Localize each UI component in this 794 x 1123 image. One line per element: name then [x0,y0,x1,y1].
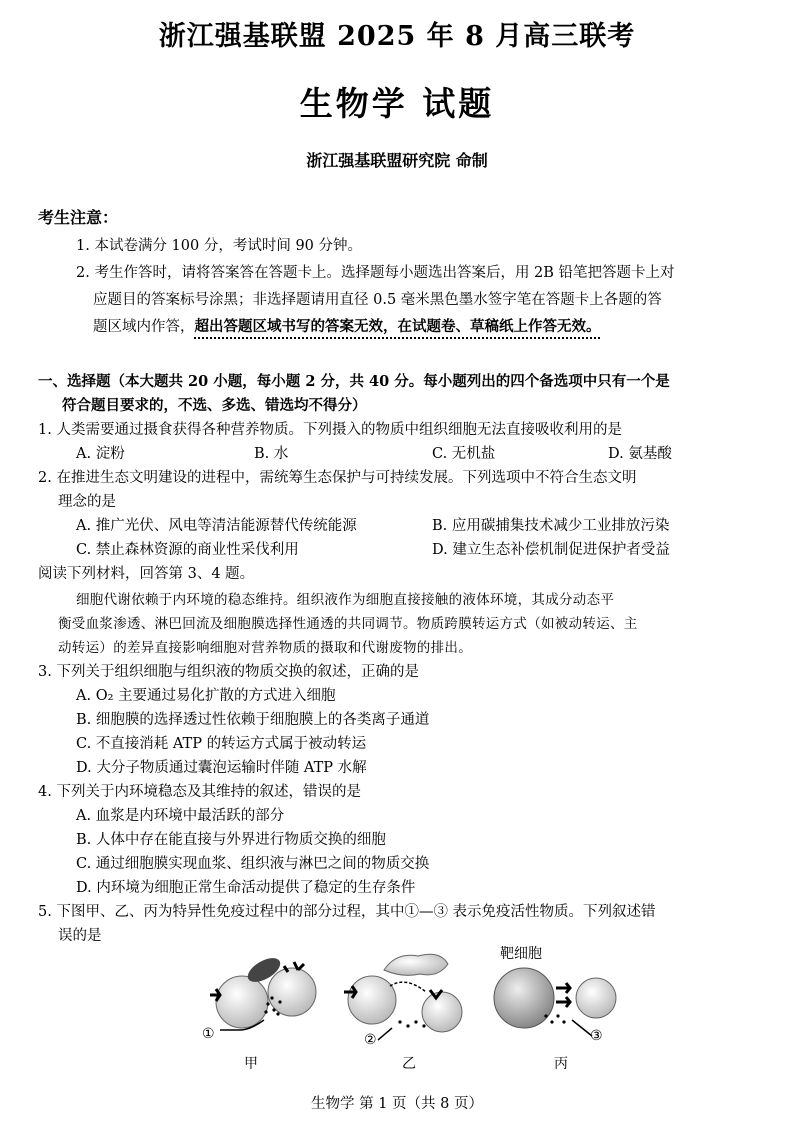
page-footer: 生物学 第 1 页（共 8 页） [311,1096,483,1112]
q5-stem-line2: 误的是 [58,928,102,944]
caption-jia: 甲 [244,1056,258,1072]
q1-option-d: D. 氨基酸 [608,446,672,462]
q2-option-d: D. 建立生态补偿机制促进保护者受益 [432,542,670,558]
panel-jia [202,953,316,1072]
panel-yi [344,954,462,1072]
q5-stem-line1: 5. 下图甲、乙、丙为特异性免疫过程中的部分过程，其中①—③ 表示免疫活性物质。下列叙述错 [38,904,656,920]
notice-item-2-line1: 2. 考生作答时，请将答案答在答题卡上。选择题每小题选出答案后，用 2B 铅笔把答题卡上对 [76,265,675,281]
pointer-line [378,1028,392,1040]
q3-option-a: A. O₂ 主要通过易化扩散的方式进入细胞 [76,688,336,704]
section1-heading-b: 每小题列出的四个备选项中只有一个是 [423,374,670,390]
cytokine-dots [398,1020,425,1027]
q4-option-b: B. 人体中存在能直接与外界进行物质交换的细胞 [76,832,386,848]
q4-option-d: D. 内环境为细胞正常生命活动提供了稳定的生存条件 [76,880,416,896]
q2-option-a: A. 推广光伏、风电等清洁能源替代传统能源 [76,518,357,534]
receptor-icon [556,983,570,1007]
cell-icon [268,968,316,1016]
label-3: ③ [590,1028,603,1044]
q1-stem: 1. 人类需要通过摄食获得各种营养物质。下列摄入的物质中组织细胞无法直接吸收利用的是 [38,422,622,438]
q4-option-a: A. 血浆是内环境中最活跃的部分 [76,808,285,824]
label-1: ① [202,1026,215,1042]
pointer-line [572,1020,592,1036]
q3-option-c: C. 不直接消耗 ATP 的转运方式属于被动转运 [76,736,367,752]
q3-option-d: D. 大分子物质通过囊泡运输时伴随 ATP 水解 [76,760,367,776]
q2-option-c: C. 禁止森林资源的商业性采伐利用 [76,542,299,558]
panel-bing [494,945,616,1072]
cell-icon [348,976,396,1024]
perforin-dots [544,1014,565,1023]
apc-cell-icon [384,954,448,975]
notice-item-2-line2: 应题目的答案标号涂黑；非选择题请用直径 0.5 毫米黑色墨水签字笔在答题卡上各题的答 [93,292,662,308]
q2-stem-line1: 2. 在推进生态文明建设的进程中，需统筹生态保护与可持续发展。下列选项中不符合生态文明 [38,470,637,486]
caption-yi: 乙 [402,1056,416,1072]
q1-option-b: B. 水 [254,446,289,462]
arrow-icon [390,982,426,992]
q4-option-c: C. 通过细胞膜实现血浆、组织液与淋巴之间的物质交换 [76,856,430,872]
notice-item-1: 1. 本试卷满分 100 分，考试时间 90 分钟。 [76,238,363,254]
section1-heading-line2: 符合题目要求的，不选、多选、错选均不得分） [62,397,367,414]
subject-title: 生物学 试题 [299,84,495,123]
t-cell-icon [576,978,616,1018]
notice-item-2-line3 [93,315,601,336]
q3-stem: 3. 下列关于组织细胞与组织液的物质交换的叙述，正确的是 [38,664,419,680]
exam-header: 浙江强基联盟 2025 年 8 月高三联考 [158,21,636,52]
cell-icon [216,976,268,1028]
receptor-icon [210,989,220,1001]
q1-option-a: A. 淀粉 [76,446,125,462]
section1-heading-line1 [38,370,670,391]
target-cell-icon [494,968,554,1028]
section1-heading-a: 一、选择题（本大题共 20 小题，每小题 2 分，共 40 分。 [38,373,424,390]
material-line3: 动转运）的差异直接影响细胞对营养物质的摄取和代谢废物的排出。 [58,640,472,656]
immune-process-figure [180,940,640,1075]
q4-stem: 4. 下列关于内环境稳态及其维持的叙述，错误的是 [38,784,361,800]
exam-org: 浙江强基联盟研究院 命制 [306,151,488,170]
cell-icon [422,992,462,1032]
material-line2: 衡受血浆渗透、淋巴回流及细胞膜选择性通透的共同调节。物质跨膜转运方式（如被动转运、主 [58,616,638,632]
material-line1: 细胞代谢依赖于内环境的稳态维持。组织液作为细胞直接接触的液体环境，其成分动态平 [76,592,615,608]
material-intro: 阅读下列材料，回答第 3、4 题。 [38,566,255,582]
notice-title: 考生注意： [38,208,119,227]
notice-item-2-line3-text: 题区域内作答， [93,319,195,335]
q3-option-b: B. 细胞膜的选择透过性依赖于细胞膜上的各类离子通道 [76,712,430,728]
label-2: ② [364,1032,377,1048]
notice-emphasis: 超出答题区域书写的答案无效，在试题卷、草稿纸上作答无效。 [194,319,601,335]
caption-bing: 丙 [554,1056,568,1072]
q2-stem-line2: 理念的是 [58,494,116,510]
q2-option-b: B. 应用碳捕集技术减少工业排放污染 [432,518,670,534]
target-cell-label: 靶细胞 [500,946,542,962]
q1-option-c: C. 无机盐 [432,446,496,462]
